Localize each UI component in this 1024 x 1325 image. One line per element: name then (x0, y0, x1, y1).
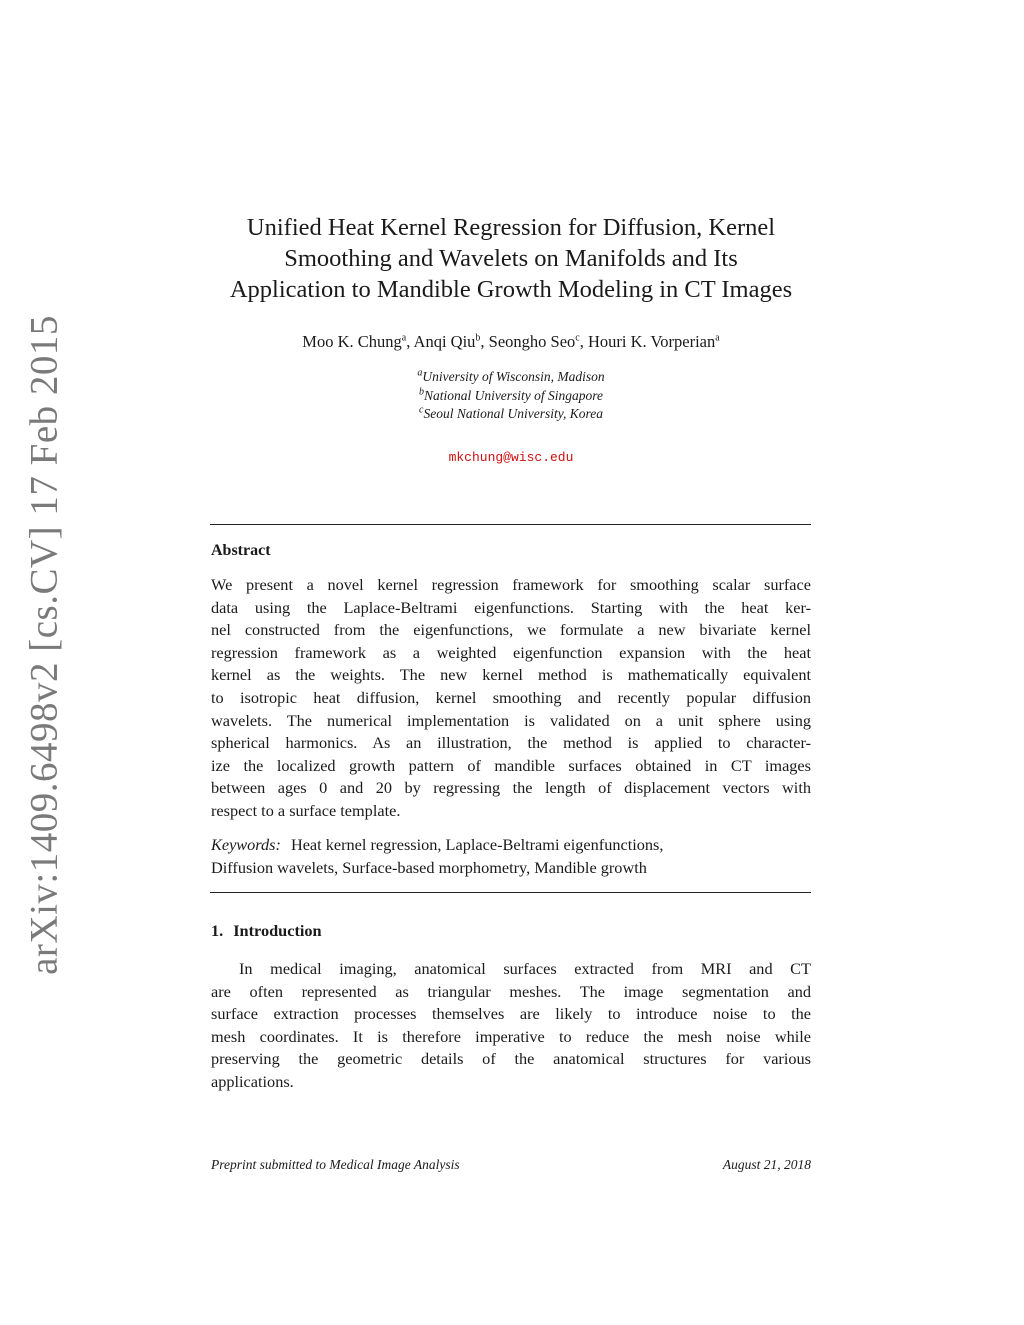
title-line: Application to Mandible Growth Modeling in CT Images (229, 276, 793, 303)
affiliation-text: Seoul National University, Korea (423, 406, 603, 421)
section-heading-introduction (211, 921, 322, 941)
abstract-line: to isotropic heat diffusion, kernel smoothing and recently popular diffusion (211, 687, 811, 707)
abstract-line: We present a novel kernel regression framework for smoothing scalar surface (211, 575, 811, 594)
top-divider (210, 524, 811, 525)
introduction-body (211, 958, 811, 1094)
section-number: 1. (211, 921, 224, 940)
affiliation-mark: a (401, 332, 407, 344)
affiliation-text: National University of Singapore (423, 388, 604, 403)
affiliation-mark: a (715, 332, 720, 344)
intro-line: surface extraction processes themselves are likely to introduce noise to the (211, 1004, 811, 1024)
section-title: Introduction (233, 921, 322, 940)
affiliation (200, 388, 822, 404)
author-separator: , (406, 332, 414, 351)
intro-line: are often represented as triangular meshes. The image segmentation and (211, 981, 811, 1001)
intro-line: In medical imaging, anatomical surfaces extracted from MRI and CT (239, 959, 811, 978)
abstract-line: between ages 0 and 20 by regressing the length of displacement vectors with (211, 778, 811, 798)
author-separator: , (579, 332, 588, 351)
footer-preprint-note: Preprint submitted to Medical Image Analysis (211, 1157, 460, 1172)
title-line: Unified Heat Kernel Regression for Diffusion, Kernel (246, 214, 776, 241)
affiliation-mark: a (417, 367, 423, 379)
author-name: Seongho Seo (488, 332, 576, 351)
intro-line: applications. (211, 1071, 294, 1091)
keywords-line: Diffusion wavelets, Surface-based morphometry, Mandible growth (211, 857, 647, 877)
abstract-line: respect to a surface template. (211, 800, 401, 820)
affiliation-mark: c (419, 404, 424, 416)
abstract-line: kernel as the weights. The new kernel method is mathematically equivalent (211, 665, 811, 685)
abstract-line: nel constructed from the eigenfunctions, we formulate a new bivariate kernel (211, 620, 811, 640)
keywords-text: Heat kernel regression, Laplace-Beltrami eigenfunctions, (290, 835, 664, 854)
keywords (211, 834, 811, 879)
abstract-line: ize the localized growth pattern of mandible surfaces obtained in CT images (211, 755, 811, 775)
author-separator: , (480, 332, 489, 351)
affiliation (200, 406, 822, 422)
abstract-line: regression framework as a weighted eigenfunction expansion with the heat (211, 642, 811, 662)
intro-line: preserving the geometric details of the anatomical structures for various (211, 1049, 811, 1069)
affiliation-mark: b (418, 386, 424, 398)
arxiv-identifier: arXiv:1409.6498v2 [cs.CV] 17 Feb 2015 (22, 315, 66, 975)
abstract-heading: Abstract (211, 542, 271, 559)
author-name: Anqi Qiu (413, 332, 476, 351)
paper-title (200, 212, 822, 305)
footer-date: August 21, 2018 (722, 1157, 811, 1172)
author-list (200, 332, 822, 352)
author-name: Moo K. Chung (302, 332, 402, 351)
keywords-line (211, 834, 811, 857)
bottom-divider (210, 892, 811, 893)
abstract-line: wavelets. The numerical implementation is validated on a unit sphere using (211, 710, 811, 730)
keywords-label: Keywords: (211, 835, 281, 854)
abstract-line: spherical harmonics. As an illustration, the method is applied to character- (211, 733, 811, 753)
abstract-line: data using the Laplace-Beltrami eigenfunctions. Starting with the heat ker- (211, 597, 811, 617)
affiliation-mark: c (575, 332, 580, 344)
affiliation-text: University of Wisconsin, Madison (422, 369, 605, 384)
abstract-body (211, 574, 811, 823)
intro-line: mesh coordinates. It is therefore imperative to reduce the mesh noise while (211, 1026, 811, 1046)
corresponding-email-link[interactable]: mkchung@wisc.edu (448, 450, 574, 465)
affiliation-mark: b (475, 332, 481, 344)
title-line: Smoothing and Wavelets on Manifolds and Its (284, 245, 738, 272)
author-name: Houri K. Vorperian (588, 332, 716, 351)
affiliation (200, 369, 822, 385)
